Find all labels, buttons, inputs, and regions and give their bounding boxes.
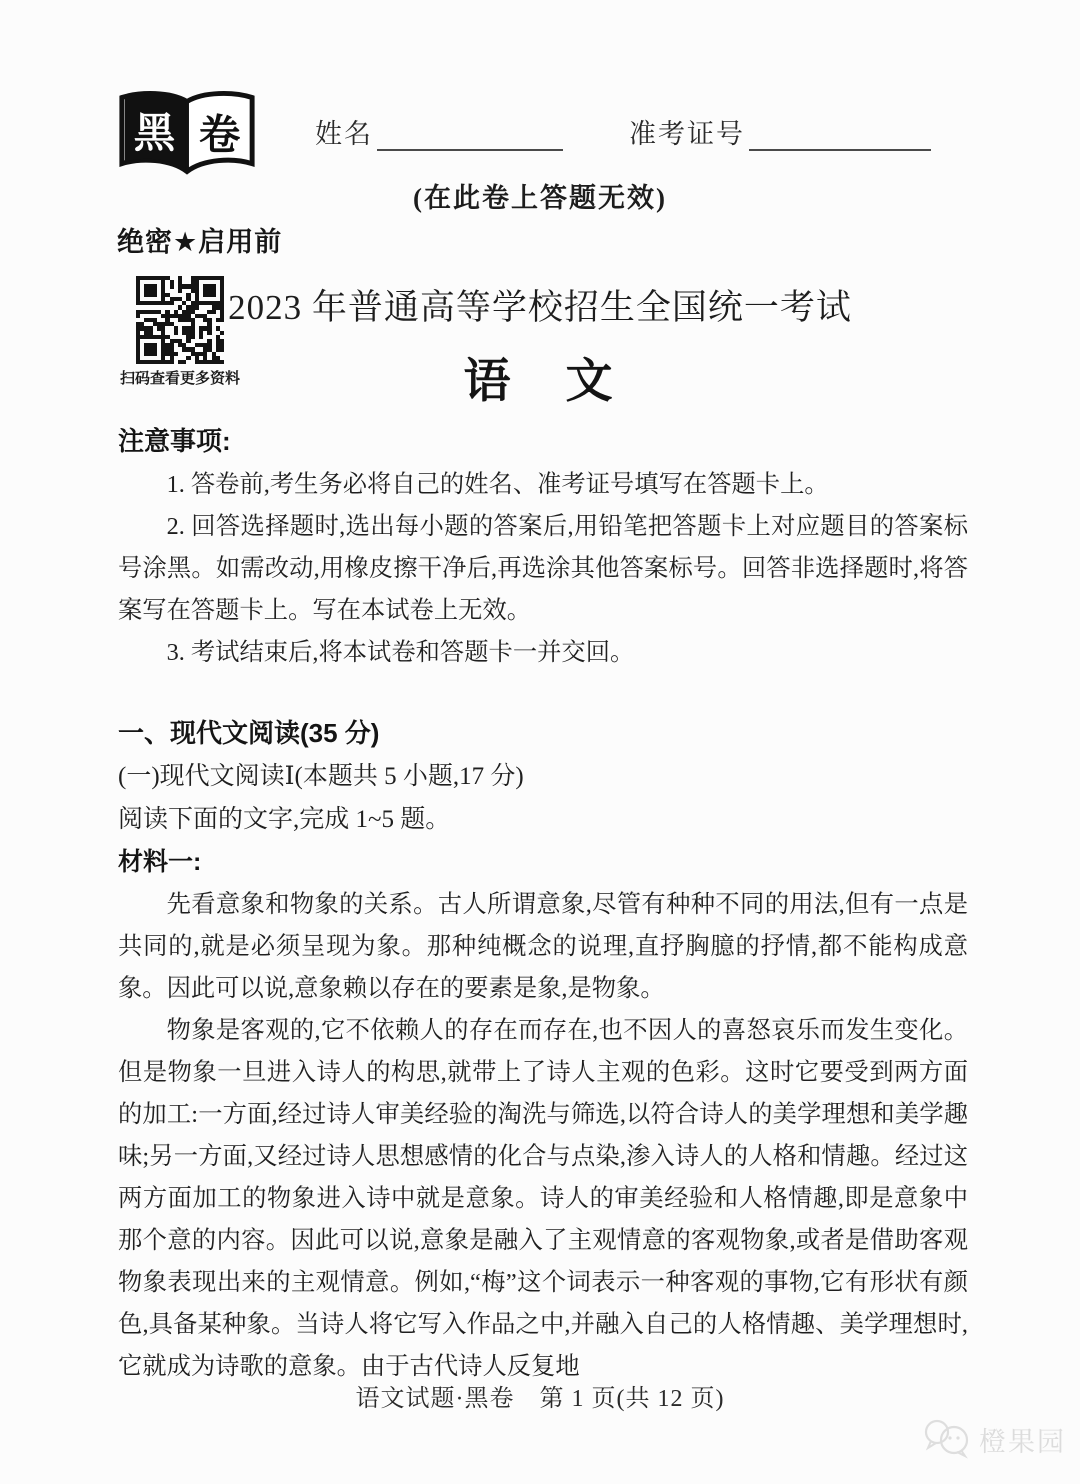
passage-text [118,884,968,1388]
secrecy-label: 绝密★启用前 [117,227,283,257]
notice-item-1: 1. 答卷前,考生务必将自己的姓名、准考证号填写在答题卡上。 [166,471,829,498]
page-footer: 语文试题·黑卷 第 1 页(共 12 页) [355,1386,725,1412]
notice-item-3: 3. 考试结束后,将本试卷和答题卡一并交回。 [166,639,635,666]
logo-left-char: 黑 [133,109,176,156]
reading-instruction: 阅读下面的文字,完成 1~5 题。 [118,806,451,833]
name-blank-line [377,119,563,151]
heijuan-book-logo [113,88,261,184]
reading-section [118,712,968,1388]
logo-right-char: 卷 [198,111,241,158]
qr-caption: 扫码查看更多资料 [120,370,241,387]
watermark-text: 橙果园 [979,1426,1066,1457]
notice-heading: 注意事项: [118,426,231,456]
admission-number-blank-line [749,119,931,151]
content-area [118,422,968,1388]
candidate-fields-row [315,112,955,151]
wechat-bubbles-icon [921,1418,973,1460]
notice-item-2: 2. 回答选择题时,选出每小题的答案后,用铅笔把答题卡上对应题目的答案标号涂黑。如需改动,用橡皮擦干净后,再选涂其他答案标号。回答非选择题时,将答案写在答题卡上。写在本试卷上无效。 [118,513,968,624]
exam-title: 2023 年普通高等学校招生全国统一考试 [228,288,852,327]
passage-paragraph-2: 物象是客观的,它不依赖人的存在而存在,也不因人的喜怒哀乐而发生变化。但是物象一旦进入诗人的构思,就带上了诗人主观的色彩。这时它要受到两方面的加工:一方面,经过诗人审美经验的淘洗与筛选,以符合诗人的美学理想和美学趣味;另一方面,又经过诗人思想感情的化合与点染,渗入诗人的人格和情趣。经过这两方面加工的物象进入诗中就是意象。诗人的审美经验和人格情趣,即是意象中那个意的内容。因此可以说,意象是融入了主观情意的客观物象,或者是借助客观物象表现出来的主观情意。例如,“梅”这个词表示一种客观的事物,它有形状有颜色,具备某种象。当诗人将它写入作品之中,并融入自己的人格情趣、美学理想时,它就成为诗歌的意象。由于古代诗人反复地 [118,1017,968,1380]
invalid-answer-note: (在此卷上答题无效) [413,183,667,213]
name-label: 姓名 [315,119,373,149]
watermark [921,1418,1066,1460]
material-one-label: 材料一: [118,848,202,876]
subject-title: 语 文 [463,356,617,408]
part-heading: 一、现代文阅读(35 分) [118,718,380,748]
sub-heading: (一)现代文阅读Ⅰ(本题共 5 小题,17 分) [118,763,524,790]
admission-number-label: 准考证号 [629,119,745,149]
passage-paragraph-1: 先看意象和物象的关系。古人所谓意象,尽管有种种不同的用法,但有一点是共同的,就是必须呈现为象。那种纯概念的说理,直抒胸臆的抒情,都不能构成意象。因此可以说,意象赖以存在的要素是象,是物象。 [118,891,968,1002]
